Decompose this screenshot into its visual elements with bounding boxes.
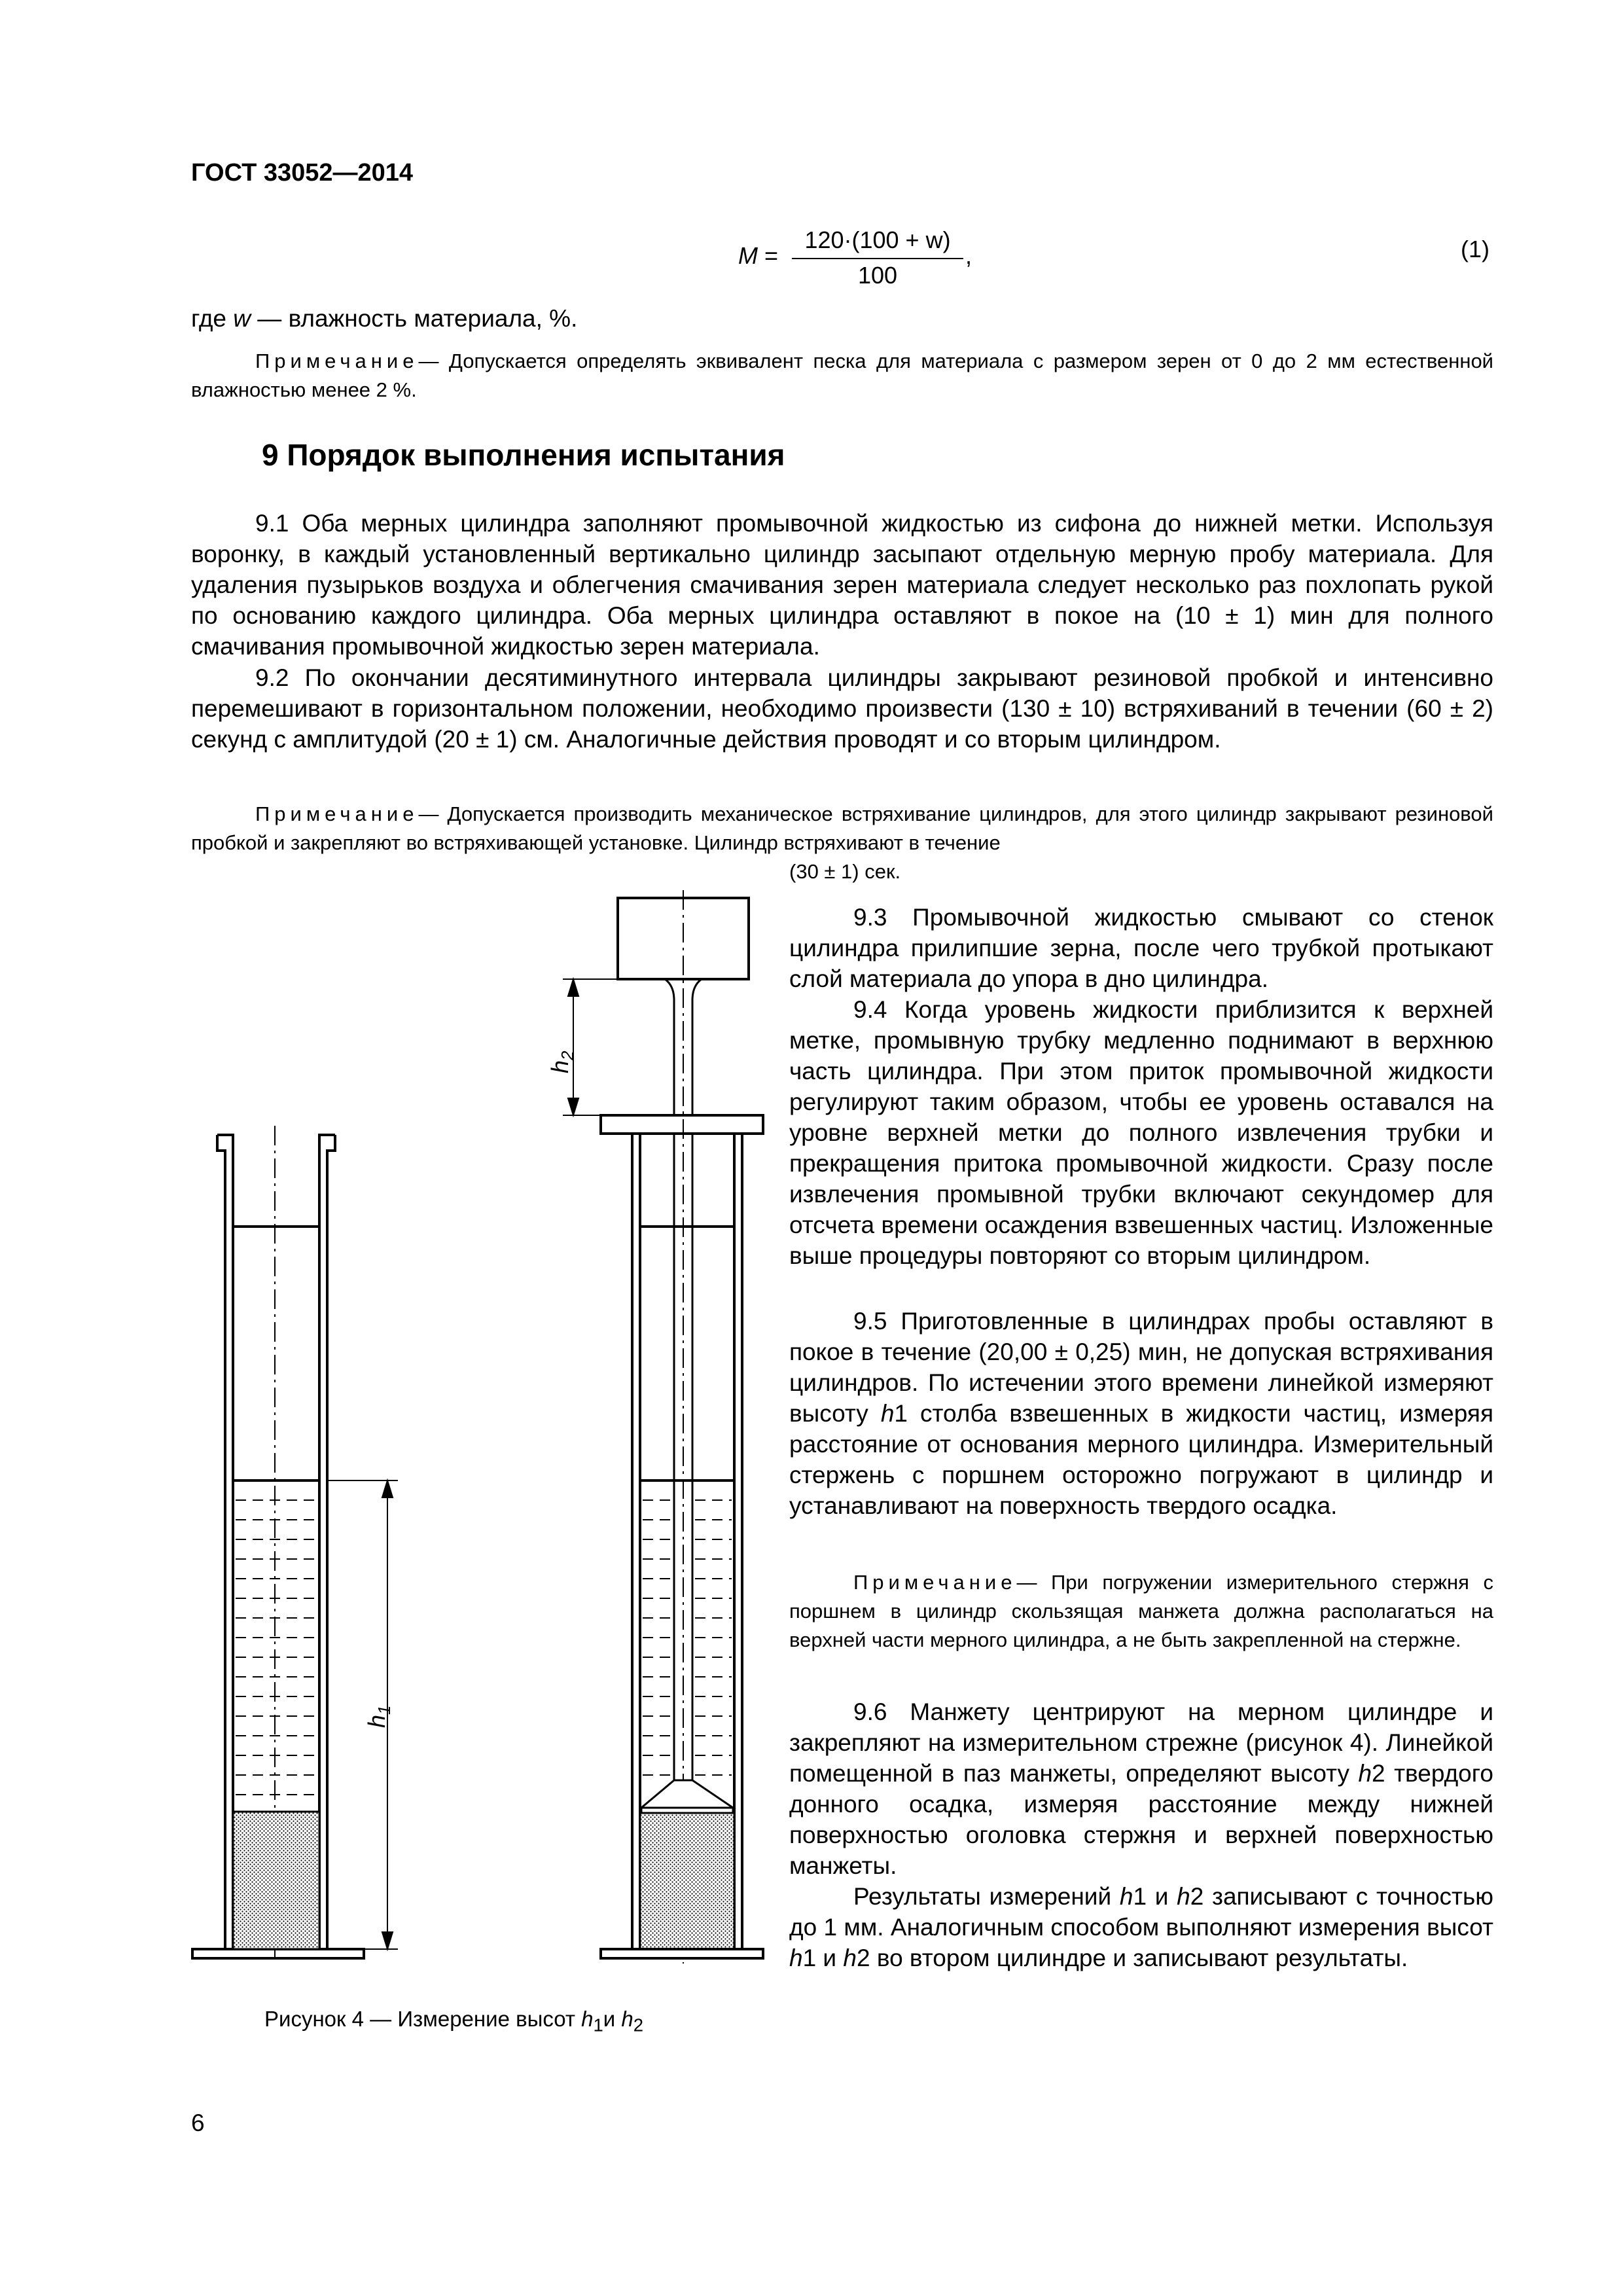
h2-dimension (563, 979, 618, 1115)
paragraph-results: Результаты измерений h1 и h2 записывают с точностью до 1 мм. Аналогичным способом выполняют измерения высот h1 и h2 во втором цилиндре и записывают результаты. (789, 1883, 1493, 1971)
left-cylinder (192, 1126, 364, 1958)
left-cylinder-base (192, 1949, 364, 1958)
formula-denominator: 100 (857, 262, 898, 289)
left-liquid-hatch (236, 1500, 317, 1795)
note-label: Примечание (255, 350, 419, 372)
piston-cone (641, 1780, 733, 1808)
h2-label: $h_2$ (546, 1050, 577, 1073)
paragraph-9-3: 9.3 Промывочной жидкостью смывают со стенок цилиндра прилипшие зерна, после чего трубкой протыкают слой материала до упора в дно цилиндра. (789, 904, 1493, 992)
paragraph-9-2: 9.2 По окончании десятиминутного интервала цилиндры закрывают резиновой пробкой и интенсивно перемешивают в горизонтальном положении, необходимо произвести (130 ± 10) встряхиваний в течении (60 ± 2) секунд с амплитудой (20 ± 1) см. Аналогичные действия проводят и со вторым цилиндром. (191, 664, 1493, 753)
formula-numerator: 120·(100 + w) (804, 226, 951, 253)
h1-label: $h_1$ (363, 1705, 394, 1728)
formula-comma: , (965, 242, 972, 269)
figure-caption: Рисунок 4 — Измерение высот $h_1и$ $h_2$ (264, 2007, 644, 2036)
formula-lhs: M = (738, 242, 779, 269)
note-2: Примечание— Допускается производить механическое встряхивание цилиндров, для этого цилиндр закрывают резиновой пробкой и закрепляют во встряхивающей установке. Цилиндр встряхивают в течение (191, 802, 1493, 854)
where-clause: где w — влажность материала, %. (191, 305, 578, 332)
left-sediment (233, 1812, 319, 1949)
page-number: 6 (191, 2109, 205, 2136)
note-1: Примечание— Допускается определять эквивалент песка для материала с размером зерен от 0 до 2 мм естественной влажностью менее 2 %. (191, 350, 1493, 401)
sliding-collar (601, 1115, 763, 1134)
paragraph-9-6: 9.6 Манжету центрируют на мерном цилиндре и закрепляют на измерительном стрежне (рисунок 4). Линейкой помещенной в паз манжеты, определяют высоту h2 твердого донного осадка, измеряя расстояние между нижней поверхностью оголовка стержня и верхней поверхностью манжеты. (789, 1698, 1494, 1879)
paragraph-9-5: 9.5 Приготовленные в цилиндрах пробы оставляют в покое в течение (20,00 ± 0,25) мин, не допуская встряхивания цилиндров. По истечении этого времени линейкой измеряют высоту h1 столба взвешенных в жидкости частиц, измеряя расстояние от основания мерного цилиндра. Измерительный стержень с поршнем осторожно погружают в цилиндр и устанавливают на поверхность твердого осадка. (789, 1308, 1493, 1519)
note-3: Примечание— При погружении измерительного стержня с поршнем в цилиндр скользящая манжета должна располагаться на верхней части мерного цилиндра, а не быть закрепленной на стержне. (789, 1571, 1493, 1651)
right-cylinder-base (601, 1949, 763, 1958)
note-label: Примечание (853, 1571, 1017, 1594)
note-label: Примечание (255, 802, 419, 825)
piston-disc (641, 1808, 733, 1813)
right-liquid-hatch (643, 1500, 732, 1775)
document-header: ГОСТ 33052—2014 (191, 159, 414, 187)
right-cylinder (601, 890, 763, 1964)
equation-number: (1) (1461, 236, 1489, 262)
paragraph-9-1: 9.1 Оба мерных цилиндра заполняют промывочной жидкостью из сифона до нижней метки. Используя воронку, в каждый установленный вертикально цилиндр засыпают отдельную мерную пробу материала. Для удаления пузырьков воздуха и облегчения смачивания зерен материала следует несколько раз похлопать рукой по основанию каждого цилиндра. Оба мерных цилиндра оставляют в покое на (10 ± 1) мин для полного смачивания промывочной жидкостью зерен материала. (191, 510, 1493, 660)
section-title: 9 Порядок выполнения испытания (262, 438, 785, 472)
right-sediment (640, 1812, 734, 1949)
note-2-tail: (30 ± 1) сек. (789, 860, 901, 883)
paragraph-9-4: 9.4 Когда уровень жидкости приблизится к верхней метке, промывную трубку медленно поднимают в верхнюю часть цилиндра. При этом приток промывочной жидкости регулируют таким образом, чтобы ее уровень оставался на уровне верхней метки до полного извлечения трубки и прекращения притока промывочной жидкости. Сразу после извлечения промывной трубки включают секундомер для отсчета времени осаждения взвешенных частиц. Изложенные выше процедуры повторяют со вторым цилиндром. (789, 996, 1493, 1269)
